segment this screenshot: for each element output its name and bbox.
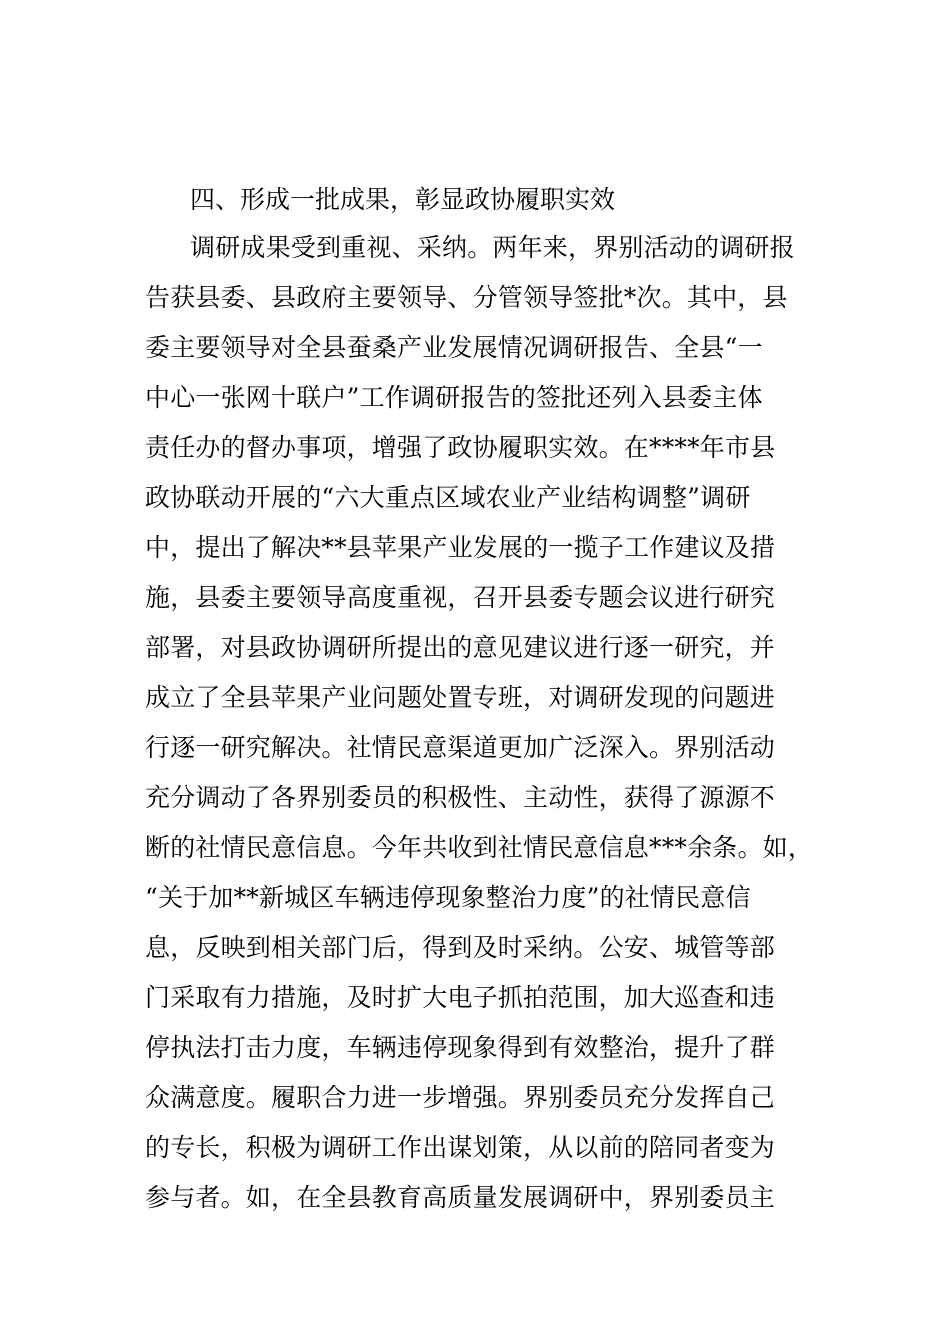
paragraph-line: 参与者。如，在全县教育高质量发展调研中，界别委员主 (145, 1183, 776, 1212)
paragraph-line: 息，反映到相关部门后，得到及时采纳。公安、城管等部 (145, 933, 776, 962)
paragraph-line: 中，提出了解决**县苹果产业发展的一揽子工作建议及措 (145, 533, 776, 562)
paragraph-line: 断的社情民意信息。今年共收到社情民意信息***余条。如， (145, 833, 814, 862)
paragraph-line: 行逐一研究解决。社情民意渠道更加广泛深入。界别活动 (145, 733, 776, 762)
paragraph-line: 责任办的督办事项，增强了政协履职实效。在****年市县 (145, 433, 776, 462)
paragraph-line: 的专长，积极为调研工作出谋划策，从以前的陪同者变为 (145, 1133, 776, 1162)
paragraph-line: 部署，对县政协调研所提出的意见建议进行逐一研究，并 (145, 633, 776, 662)
paragraph-line: 政协联动开展的“六大重点区域农业产业结构调整”调研 (145, 483, 751, 512)
paragraph-line: 门采取有力措施，及时扩大电子抓拍范围，加大巡查和违 (145, 983, 776, 1012)
paragraph-line: 告获县委、县政府主要领导、分管领导签批*次。其中，县 (145, 283, 788, 312)
paragraph-line: 停执法打击力度，车辆违停现象得到有效整治，提升了群 (145, 1033, 776, 1062)
section-heading: 四、形成一批成果，彰显政协履职实效 (190, 185, 616, 214)
document-body (145, 176, 815, 1223)
paragraph-line: 众满意度。履职合力进一步增强。界别委员充分发挥自己 (145, 1083, 776, 1112)
paragraph-line: 充分调动了各界别委员的积极性、主动性，获得了源源不 (145, 783, 776, 812)
paragraph-line: 调研成果受到重视、采纳。两年来，界别活动的调研报 (190, 233, 795, 262)
paragraph-line: 委主要领导对全县蚕桑产业发展情况调研报告、全县“一 (145, 333, 763, 362)
paragraph-line: 成立了全县苹果产业问题处置专班，对调研发现的问题进 (145, 683, 776, 712)
paragraph-line: 施，县委主要领导高度重视，召开县委专题会议进行研究 (145, 583, 776, 612)
paragraph-line: 中心一张网十联户”工作调研报告的签批还列入县委主体 (145, 383, 763, 412)
paragraph-line: “关于加**新城区车辆违停现象整治力度”的社情民意信 (145, 883, 751, 912)
paragraph (145, 223, 815, 1223)
